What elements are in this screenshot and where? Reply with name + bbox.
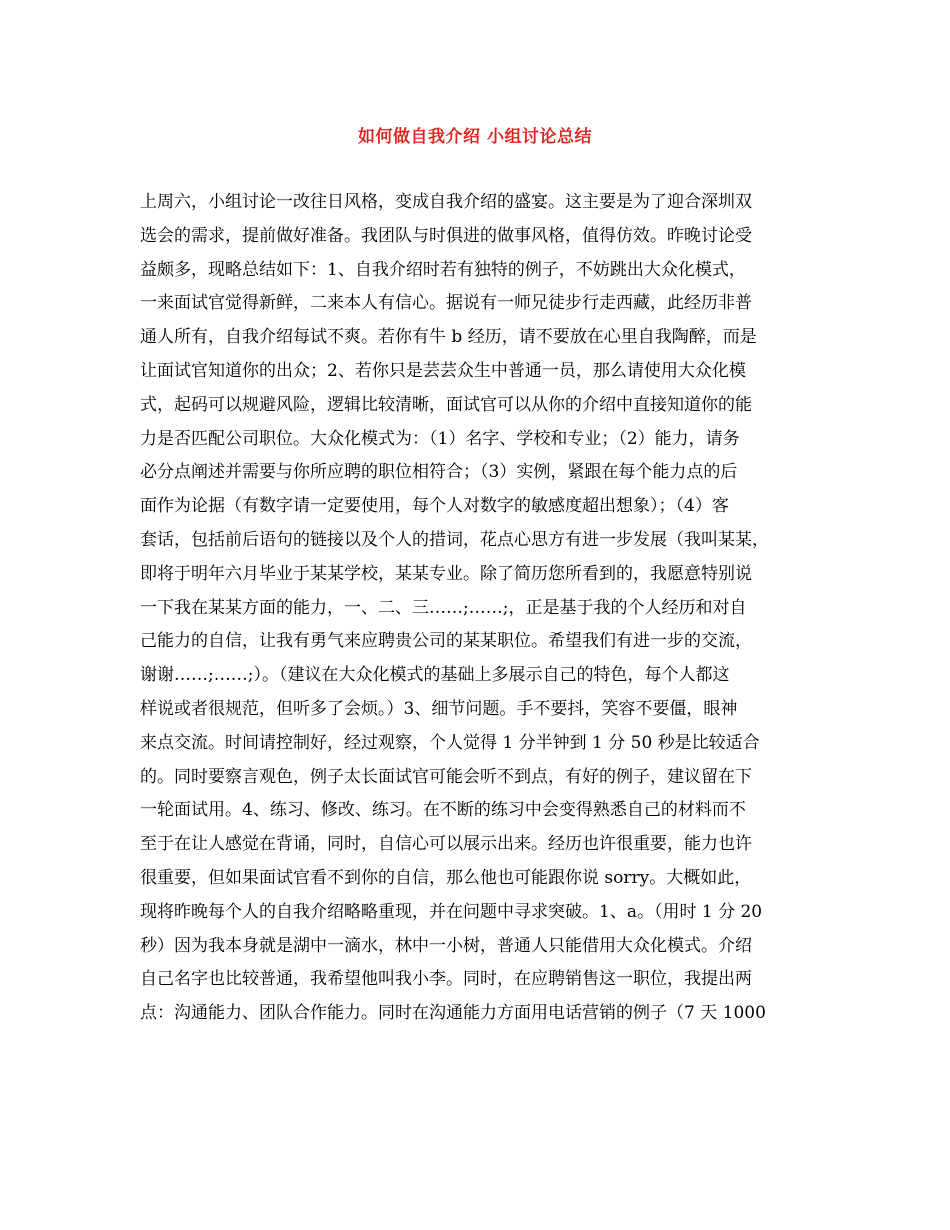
body-text-line: 至于在让人感觉在背诵，同时，自信心可以展示出来。经历也许很重要，能力也许 — [140, 834, 752, 855]
body-text-line: 秒）因为我本身就是湖中一滴水，林中一小树，普通人只能借用大众化模式。介绍 — [140, 935, 752, 956]
body-text-line: 样说或者很规范，但听多了会烦。）3、细节问题。手不要抖，笑容不要僵，眼神 — [140, 698, 738, 719]
body-text-line: 谢谢……;……;）。（建议在大众化模式的基础上多展示自己的特色，每个人都这 — [140, 665, 730, 686]
body-text-line: 式，起码可以规避风险，逻辑比较清晰，面试官可以从你的介绍中直接知道你的能 — [140, 394, 752, 415]
body-text-line: 让面试官知道你的出众；2、若你只是芸芸众生中普通一员，那么请使用大众化模 — [140, 360, 746, 381]
body-text-line: 自己名字也比较普通，我希望他叫我小李。同时，在应聘销售这一职位，我提出两 — [140, 969, 752, 990]
body-text-line: 必分点阐述并需要与你所应聘的职位相符合；（3）实例，紧跟在每个能力点的后 — [140, 462, 738, 483]
body-text-line: 套话，包括前后语句的链接以及个人的措词，花点心思方有进一步发展（我叫某某， — [140, 529, 769, 550]
body-text-line: 通人所有，自我介绍每试不爽。若你有牛 b 经历，请不要放在心里自我陶醉，而是 — [140, 327, 757, 348]
document-body — [140, 186, 830, 1031]
body-text-line: 很重要，但如果面试官看不到你的自信，那么他也可能跟你说 sorry。大概如此， — [140, 867, 752, 888]
body-text-line: 现将昨晚每个人的自我介绍略略重现，并在问题中寻求突破。1、a。（用时 1 分 20 — [140, 901, 763, 922]
body-text-line: 力是否匹配公司职位。大众化模式为：（1）名字、学校和专业；（2）能力，请务 — [140, 428, 740, 449]
body-text-line: 点：沟通能力、团队合作能力。同时在沟通能力方面用电话营销的例子（7 天 1000 — [140, 1003, 766, 1024]
body-text-line: 一来面试官觉得新鲜，二来本人有信心。据说有一师兄徒步行走西藏，此经历非普 — [140, 293, 752, 314]
body-text-line: 一轮面试用。4、练习、修改、练习。在不断的练习中会变得熟悉自己的材料而不 — [140, 800, 746, 821]
body-text-line: 益颇多，现略总结如下：1、自我介绍时若有独特的例子，不妨跳出大众化模式， — [140, 259, 746, 280]
body-text-line: 一下我在某某方面的能力，一、二、三……;……;，正是基于我的个人经历和对自 — [140, 597, 747, 618]
page-title: 如何做自我介绍 小组讨论总结 — [358, 127, 592, 147]
body-text-line: 来点交流。时间请控制好，经过观察，个人觉得 1 分半钟到 1 分 50 秒是比较适合 — [140, 732, 760, 753]
body-text-line: 即将于明年六月毕业于某某学校，某某专业。除了简历您所看到的，我愿意特别说 — [140, 563, 752, 584]
body-text-line: 己能力的自信，让我有勇气来应聘贵公司的某某职位。希望我们有进一步的交流， — [140, 631, 752, 652]
body-text-line: 选会的需求，提前做好准备。我团队与时俱进的做事风格，值得仿效。昨晚讨论受 — [140, 225, 752, 246]
body-text-line: 面作为论据（有数字请一定要使用，每个人对数字的敏感度超出想象）；（4）客 — [140, 496, 729, 517]
body-text-line: 的。同时要察言观色，例子太长面试官可能会听不到点，有好的例子，建议留在下 — [140, 766, 752, 787]
body-text-line: 上周六，小组讨论一改往日风格，变成自我介绍的盛宴。这主要是为了迎合深圳双 — [140, 192, 752, 212]
